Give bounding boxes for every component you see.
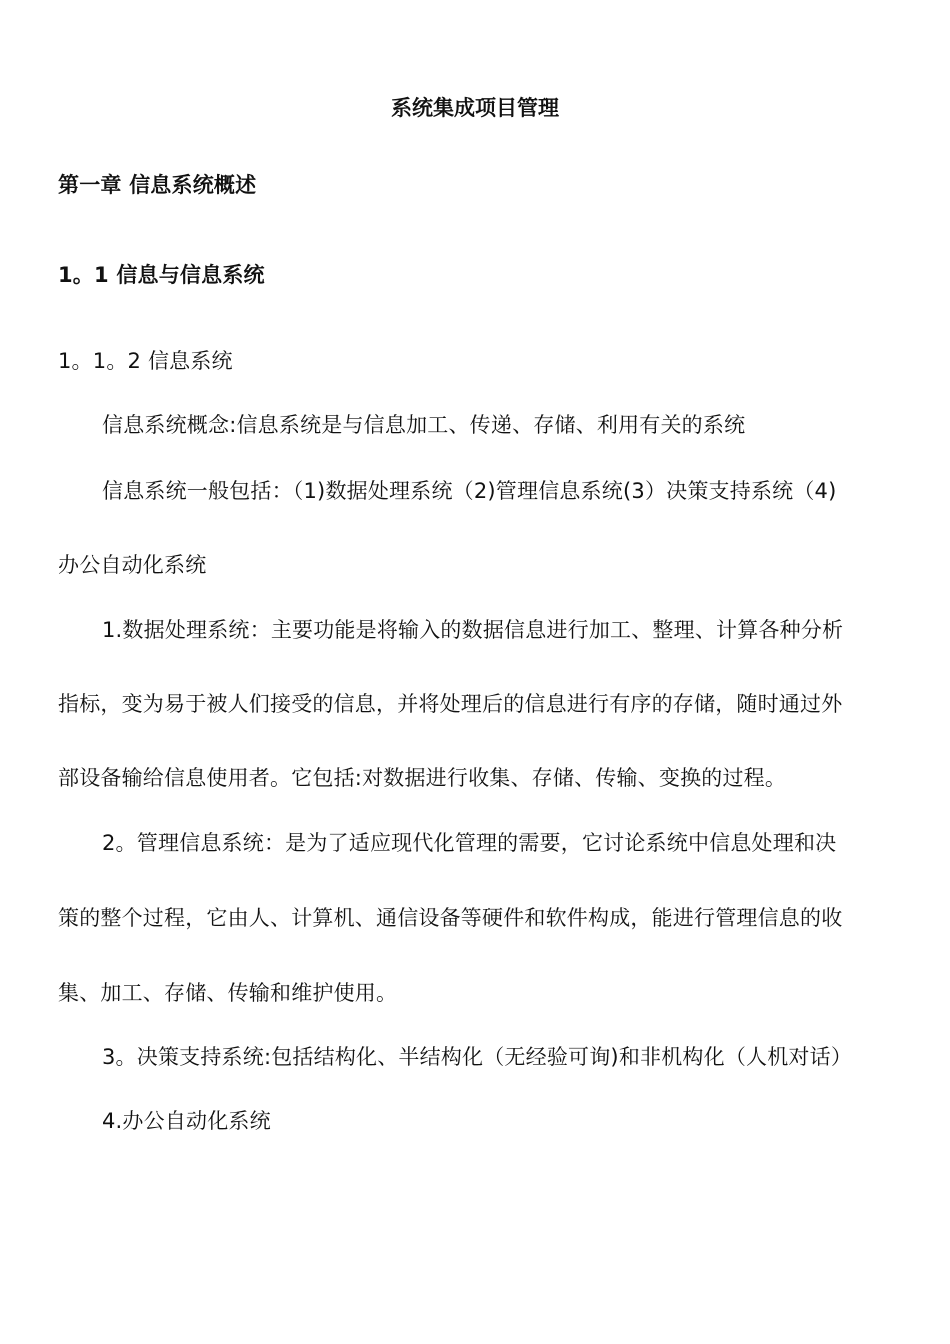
paragraph-dps-line3: 部设备输给信息使用者。它包括:对数据进行收集、存储、传输、变换的过程。 [58, 766, 787, 790]
paragraph-mis-line2: 策的整个过程，它由人、计算机、通信设备等硬件和软件构成，能进行管理信息的收 [58, 906, 843, 930]
subsection-heading: 1。1。2 信息系统 [58, 349, 233, 373]
section-heading: 1。1 信息与信息系统 [58, 263, 265, 287]
paragraph-dps-line2: 指标，变为易于被人们接受的信息，并将处理后的信息进行有序的存储，随时通过外 [58, 692, 843, 716]
chapter-heading: 第一章 信息系统概述 [58, 173, 257, 197]
paragraph-includes-line2: 办公自动化系统 [58, 553, 207, 577]
paragraph-includes-line1: 信息系统一般包括：（1)数据处理系统（2)管理信息系统(3）决策支持系统（4) [102, 479, 837, 503]
paragraph-mis-line3: 集、加工、存储、传输和维护使用。 [58, 981, 398, 1005]
paragraph-dps-line1: 1.数据处理系统：主要功能是将输入的数据信息进行加工、整理、计算各种分析 [102, 618, 844, 642]
paragraph-oas-line1: 4.办公自动化系统 [102, 1109, 271, 1133]
paragraph-mis-line1: 2。管理信息系统：是为了适应现代化管理的需要，它讨论系统中信息处理和决 [102, 831, 837, 855]
paragraph-dss-line1: 3。决策支持系统:包括结构化、半结构化（无经验可询)和非机构化（人机对话） [102, 1045, 853, 1069]
paragraph-concept: 信息系统概念:信息系统是与信息加工、传递、存储、利用有关的系统 [102, 413, 746, 437]
document-title: 系统集成项目管理 [391, 96, 559, 120]
